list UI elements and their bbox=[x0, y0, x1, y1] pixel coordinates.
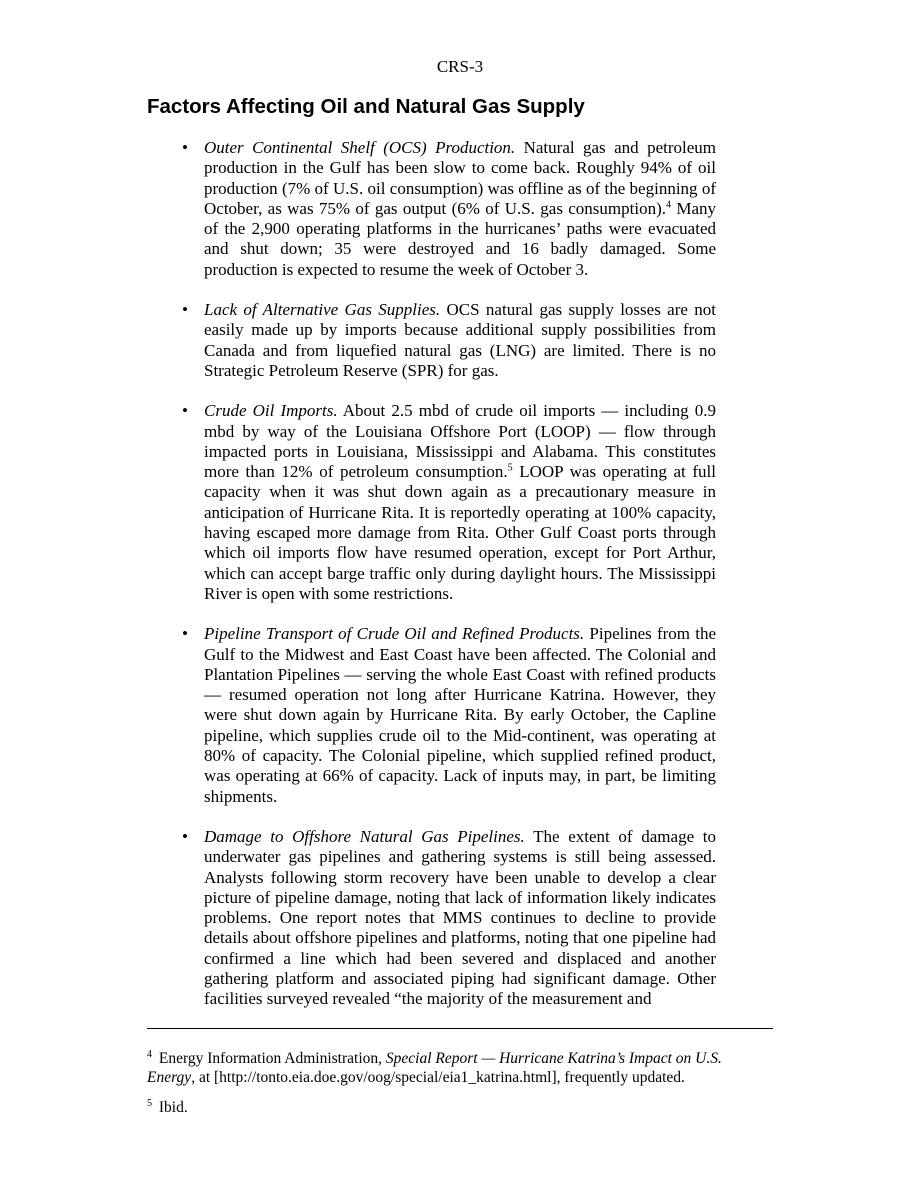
bullet-body-text: The extent of damage to underwater gas pipelines and gathering systems is still being assessed. Analysts following storm recovery have been unable to develop a clear picture of pipeline damage, noting that lack of information likely indicates problems. One report notes that MMS continues to decline to provide details about offshore pipelines and platforms, noting that one pipeline had confirmed a line which had been severed and displaced and another gathering platform and associated piping had significant damage. Other facilities surveyed revealed “the majority of the measurement and bbox=[204, 826, 716, 1009]
bullet-body-text-continued: Many of the 2,900 operating platforms in the hurricanes’ paths were evacuated and shut down; 35 were destroyed and 16 badly damaged. Some production is expected to resume the week of October 3. bbox=[204, 198, 716, 279]
footnote-text: Ibid. bbox=[155, 1099, 188, 1116]
footnote-divider bbox=[147, 1028, 773, 1029]
bullet-dot-icon: • bbox=[182, 138, 188, 157]
bullet-lead-text: Pipeline Transport of Crude Oil and Refined Products. bbox=[204, 624, 585, 644]
bullet-alternative-gas-supplies bbox=[182, 300, 716, 381]
bullet-offshore-pipeline-damage bbox=[182, 826, 716, 1010]
footnote-text: Energy Information Administration, bbox=[155, 1050, 386, 1067]
bullet-dot-icon: • bbox=[182, 826, 188, 846]
bullet-dot-icon: • bbox=[182, 624, 188, 644]
footnote-ref: 4 bbox=[666, 199, 672, 211]
bullet-list bbox=[182, 138, 716, 1030]
bullet-lead-text: Crude Oil Imports. bbox=[204, 401, 338, 421]
footnote-4 bbox=[147, 1049, 773, 1087]
bullet-body-text: OCS natural gas supply losses are not easily made up by imports because additional supply possibilities from Canada and from liquefied natural gas (LNG) are limited. There is no Strategic Petroleum Reserve (SPR) for gas. bbox=[204, 300, 716, 380]
footnote-5 bbox=[147, 1098, 773, 1117]
bullet-body-text: Pipelines from the Gulf to the Midwest and East Coast have been affected. The Colonial and Plantation Pipelines — serving the whole East Coast with refined products — resumed operation not long after Hurricane Katrina. However, they were shut down again by Hurricane Rita. By early October, the Capline pipeline, which supplies crude oil to the Mid-continent, was operating at 80% of capacity. The Colonial pipeline, which supplied refined product, was operating at 66% of capacity. Lack of inputs may, in part, be limiting shipments. bbox=[204, 624, 716, 806]
bullet-pipeline-transport bbox=[182, 624, 716, 807]
bullet-dot-icon: • bbox=[182, 300, 188, 320]
footnote-ref: 5 bbox=[507, 462, 513, 474]
footnote-italic-title: Special Report — Hurricane Katrina’s Impact on U.S. Energy bbox=[147, 1050, 722, 1086]
footnote-text-continued: , at [http://tonto.eia.doe.gov/oog/special/eia1_katrina.html], frequently updated. bbox=[191, 1069, 685, 1086]
page-number-header: CRS-3 bbox=[436, 57, 484, 76]
bullet-crude-oil-imports bbox=[182, 401, 716, 604]
footnote-number: 5 bbox=[147, 1097, 152, 1109]
bullet-lead-text: Damage to Offshore Natural Gas Pipelines. bbox=[204, 826, 525, 846]
bullet-body-text-continued: LOOP was operating at full capacity when it was shut down again as a precautionary measure in anticipation of Hurricane Rita. It is reportedly operating at 100% capacity, having escaped more damage from Rita. Other Gulf Coast ports through which oil imports flow have resumed operation, except for Port Arthur, which can accept barge traffic only during daylight hours. The Mississippi River is open with some restrictions. bbox=[204, 462, 716, 603]
bullet-ocs-production bbox=[182, 138, 716, 280]
footnotes bbox=[147, 1049, 773, 1128]
bullet-lead-text: Lack of Alternative Gas Supplies. bbox=[204, 300, 441, 320]
footnote-number: 4 bbox=[147, 1048, 152, 1060]
bullet-dot-icon: • bbox=[182, 401, 188, 421]
bullet-body-text: About 2.5 mbd of crude oil imports — including 0.9 mbd by way of the Louisiana Offshore Port (LOOP) — flow through impacted ports in Louisiana, Mississippi and Alabama. This constitutes more than 12% of petroleum consumption. bbox=[204, 401, 716, 482]
bullet-lead-text: Outer Continental Shelf (OCS) Production. bbox=[204, 138, 516, 157]
bullet-body-text: Natural gas and petroleum production in the Gulf has been slow to come back. Roughly 94% of oil production (7% of U.S. oil consumption) was offline as of the beginning of October, as was 75% of gas output (6% of U.S. gas consumption). bbox=[204, 138, 716, 218]
section-title: Factors Affecting Oil and Natural Gas Supply bbox=[147, 95, 585, 118]
